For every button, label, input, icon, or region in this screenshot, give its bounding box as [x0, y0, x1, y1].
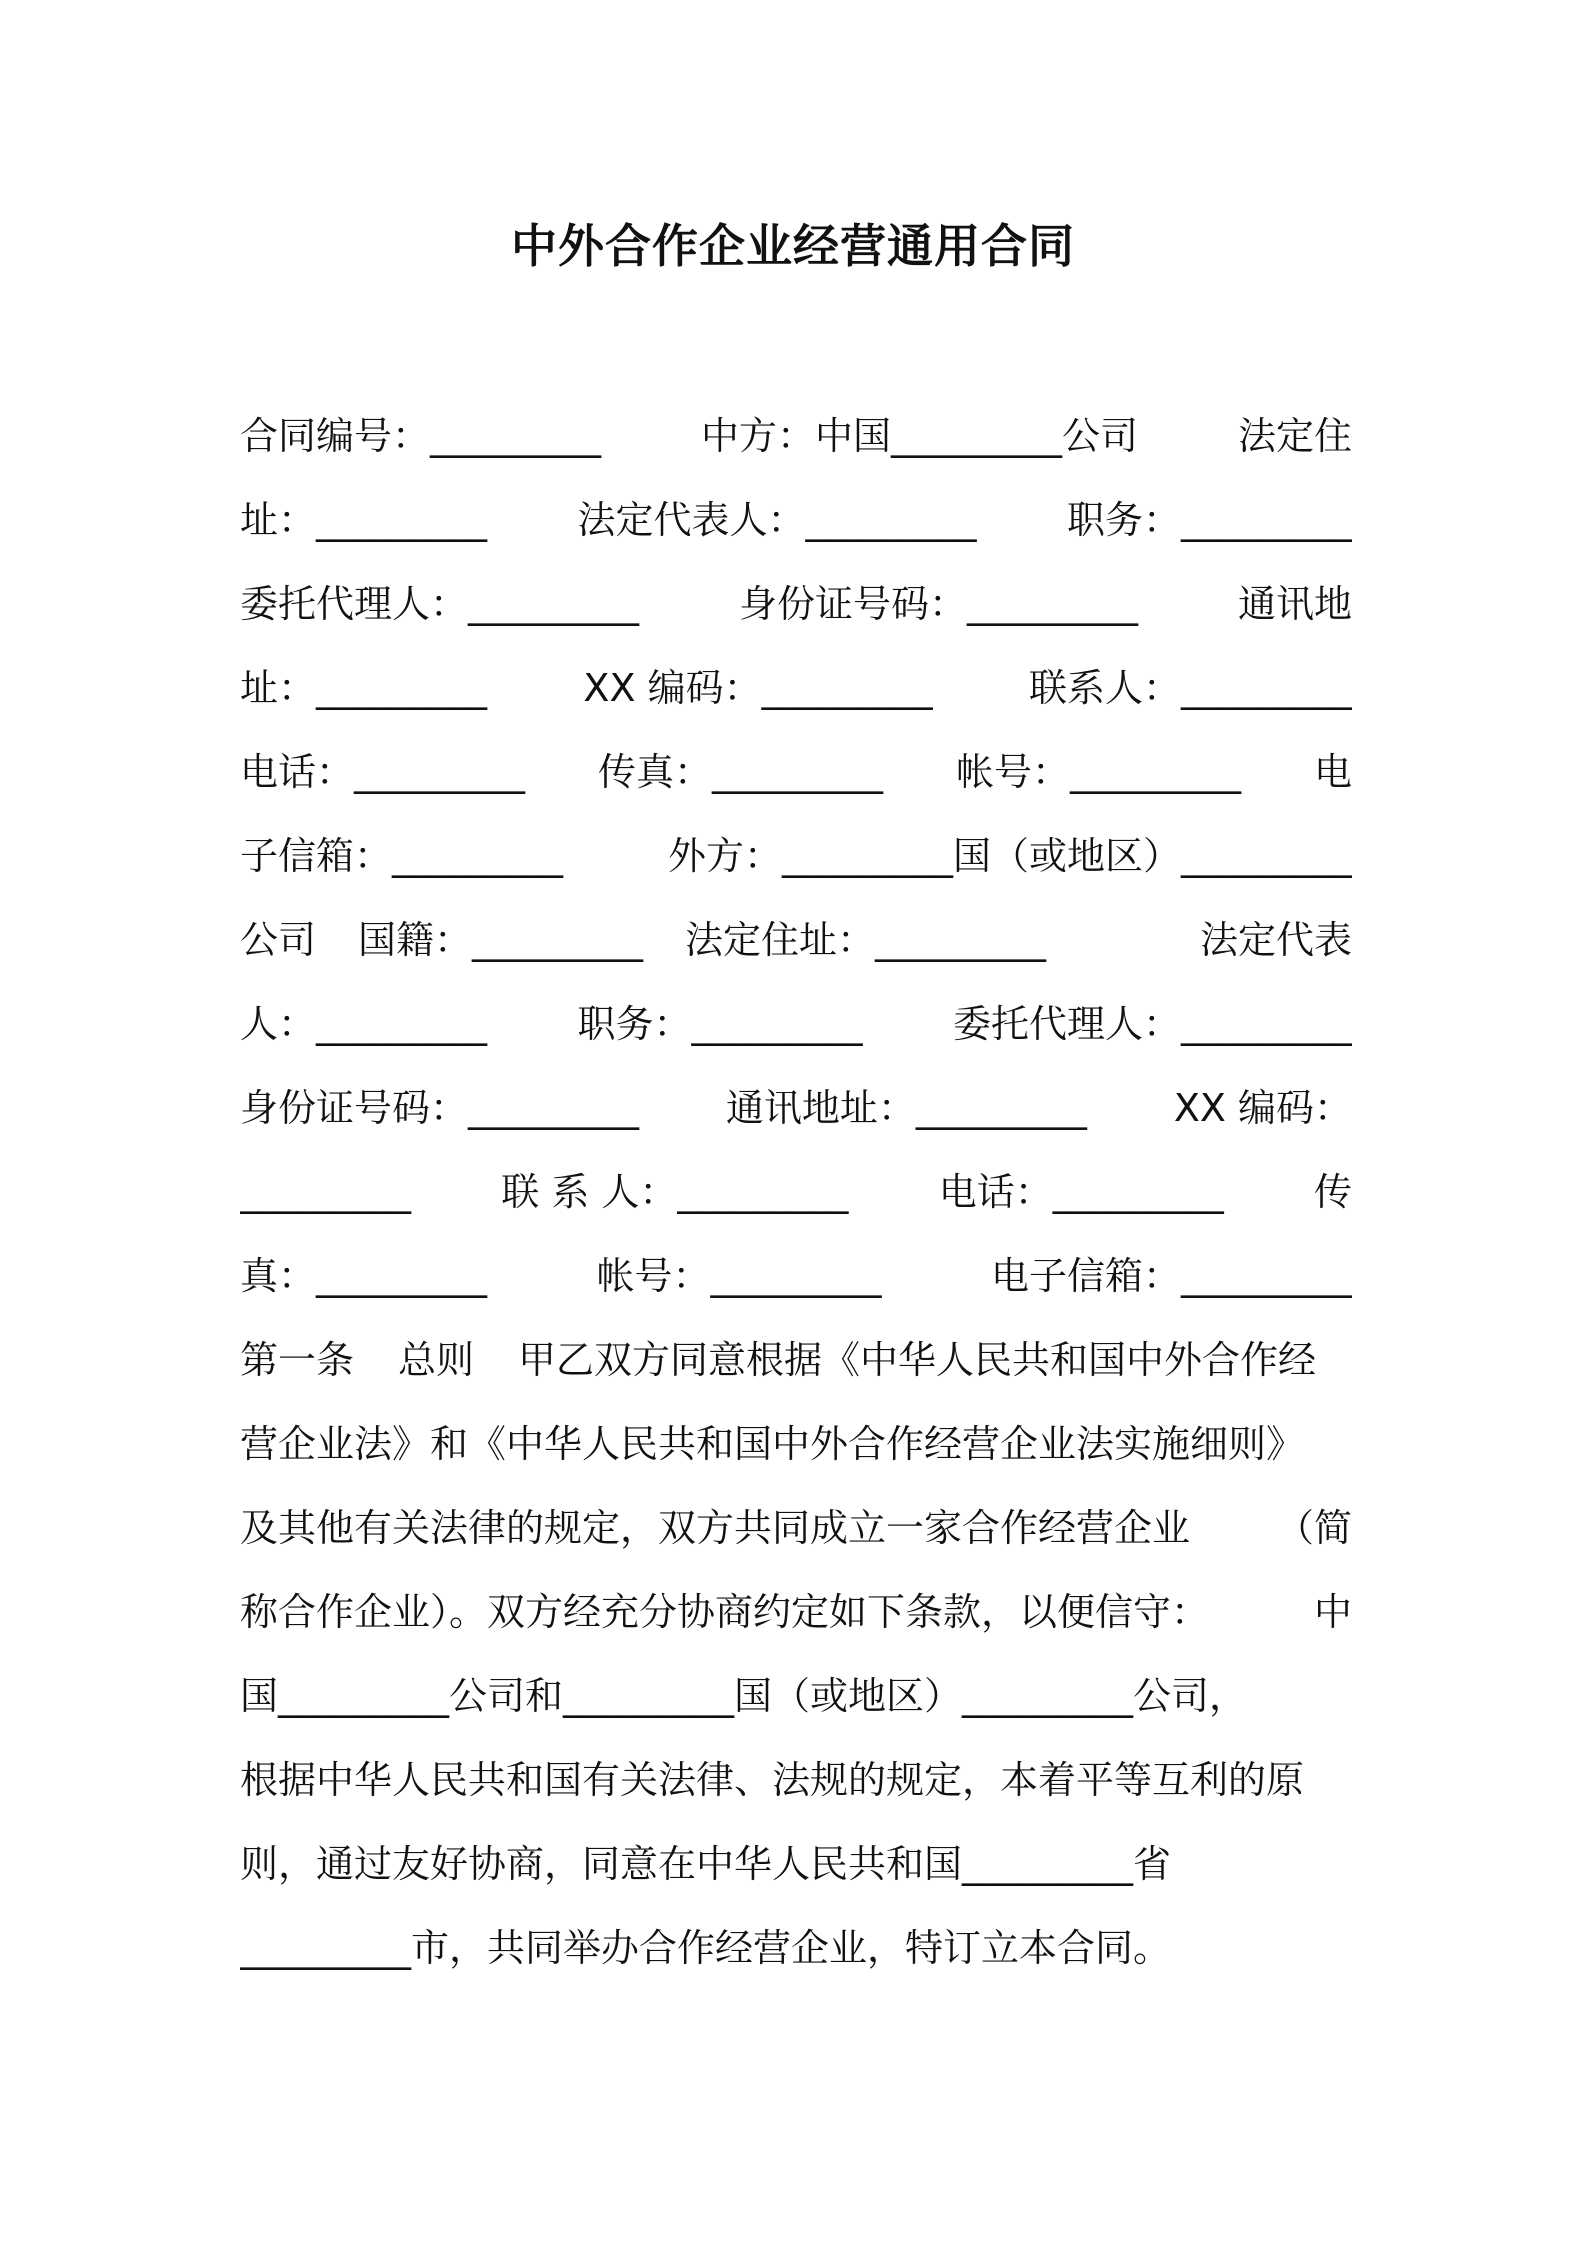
party-info-text: 传真：_________ [597, 750, 883, 794]
article-one-line [240, 1318, 1352, 1402]
party-info-section [240, 394, 1352, 1318]
party-info-text: 外方：_________国（或地区）_________ [667, 834, 1352, 878]
party-info-text: 传 [1313, 1170, 1352, 1214]
party-info-text: 委托代理人：_________ [240, 582, 640, 626]
article-one-section [240, 1318, 1352, 1990]
party-info-line [240, 478, 1352, 562]
party-info-text: 公司 [240, 918, 317, 962]
party-info-text: 身份证号码：_________ [738, 582, 1138, 626]
article-one-text: 则，通过友好协商，同意在中华人民共和国_________省 [240, 1842, 1172, 1886]
party-info-line [240, 646, 1352, 730]
party-info-text: 真：_________ [240, 1254, 488, 1298]
party-info-text: 国籍：_________ [358, 918, 644, 962]
party-info-line [240, 1150, 1352, 1234]
party-info-text: 法定住址：_________ [685, 918, 1047, 962]
party-info-line [240, 898, 1352, 982]
article-one-text: 根据中华人民共和国有关法律、法规的规定，本着平等互利的原 [240, 1758, 1305, 1802]
party-info-text: 法定住 [1237, 414, 1352, 458]
party-info-text: XX 编码： [1173, 1086, 1352, 1130]
party-info-text: 职务：_________ [577, 1002, 863, 1046]
document-title: 中外合作企业经营通用合同 [511, 219, 1075, 273]
article-one-text: 国_________公司和_________国（或地区）_________公司， [240, 1674, 1248, 1718]
article-one-text: 甲乙双方同意根据《中华人民共和国中外合作经 [518, 1338, 1317, 1382]
article-one-text: 营企业法》和《中华人民共和国中外合作经营企业法实施细则》 [240, 1422, 1305, 1466]
party-info-text: 址：_________ [240, 666, 488, 710]
party-info-text: 法定代表 [1199, 918, 1352, 962]
party-info-text: XX 编码：_________ [583, 666, 933, 710]
party-info-text: 电 [1313, 750, 1352, 794]
party-info-text: 电子信箱：_________ [990, 1254, 1352, 1298]
article-one-line [240, 1906, 1352, 1990]
party-info-text: 电话：_________ [938, 1170, 1224, 1214]
party-info-text: 联 系 人：_________ [501, 1170, 849, 1214]
article-one-text: （简 [1275, 1506, 1352, 1550]
party-info-line [240, 1066, 1352, 1150]
article-one-line [240, 1570, 1352, 1654]
party-info-text: 通讯地址：_________ [725, 1086, 1087, 1130]
party-info-text: 址：_________ [240, 498, 488, 542]
party-info-text: 中方：中国_________公司 [700, 414, 1138, 458]
article-one-text: 及其他有关法律的规定，双方共同成立一家合作经营企业 [240, 1506, 1191, 1550]
party-info-text: 职务：_________ [1066, 498, 1352, 542]
party-info-text: 法定代表人：_________ [577, 498, 977, 542]
party-info-line [240, 1234, 1352, 1318]
article-one-text: 总则 [398, 1338, 475, 1382]
party-info-text: 子信箱：_________ [240, 834, 564, 878]
article-one-line [240, 1738, 1352, 1822]
article-one-text: 第一条 [240, 1338, 355, 1382]
party-info-text: 委托代理人：_________ [952, 1002, 1352, 1046]
article-one-line [240, 1402, 1352, 1486]
article-one-text: 中 [1313, 1590, 1352, 1634]
party-info-line [240, 562, 1352, 646]
party-info-text: 合同编号：_________ [240, 414, 602, 458]
article-one-text: 称合作企业）。双方经充分协商约定如下条款，以便信守： [240, 1590, 1210, 1634]
article-one-text: _________市，共同举办合作经营企业，特订立本合同。 [240, 1926, 1172, 1970]
party-info-text: 人：_________ [240, 1002, 488, 1046]
party-info-text: 联系人：_________ [1028, 666, 1352, 710]
article-one-line [240, 1822, 1352, 1906]
party-info-line [240, 730, 1352, 814]
party-info-line [240, 394, 1352, 478]
party-info-text: 通讯地 [1237, 582, 1352, 626]
party-info-line [240, 814, 1352, 898]
party-info-text: 电话：_________ [240, 750, 526, 794]
party-info-text: 身份证号码：_________ [240, 1086, 640, 1130]
article-one-line [240, 1486, 1352, 1570]
party-info-text: 帐号：_________ [955, 750, 1241, 794]
article-one-line [240, 1654, 1352, 1738]
party-info-line [240, 982, 1352, 1066]
party-info-text: 帐号：_________ [596, 1254, 882, 1298]
party-info-text: _________ [240, 1170, 411, 1214]
